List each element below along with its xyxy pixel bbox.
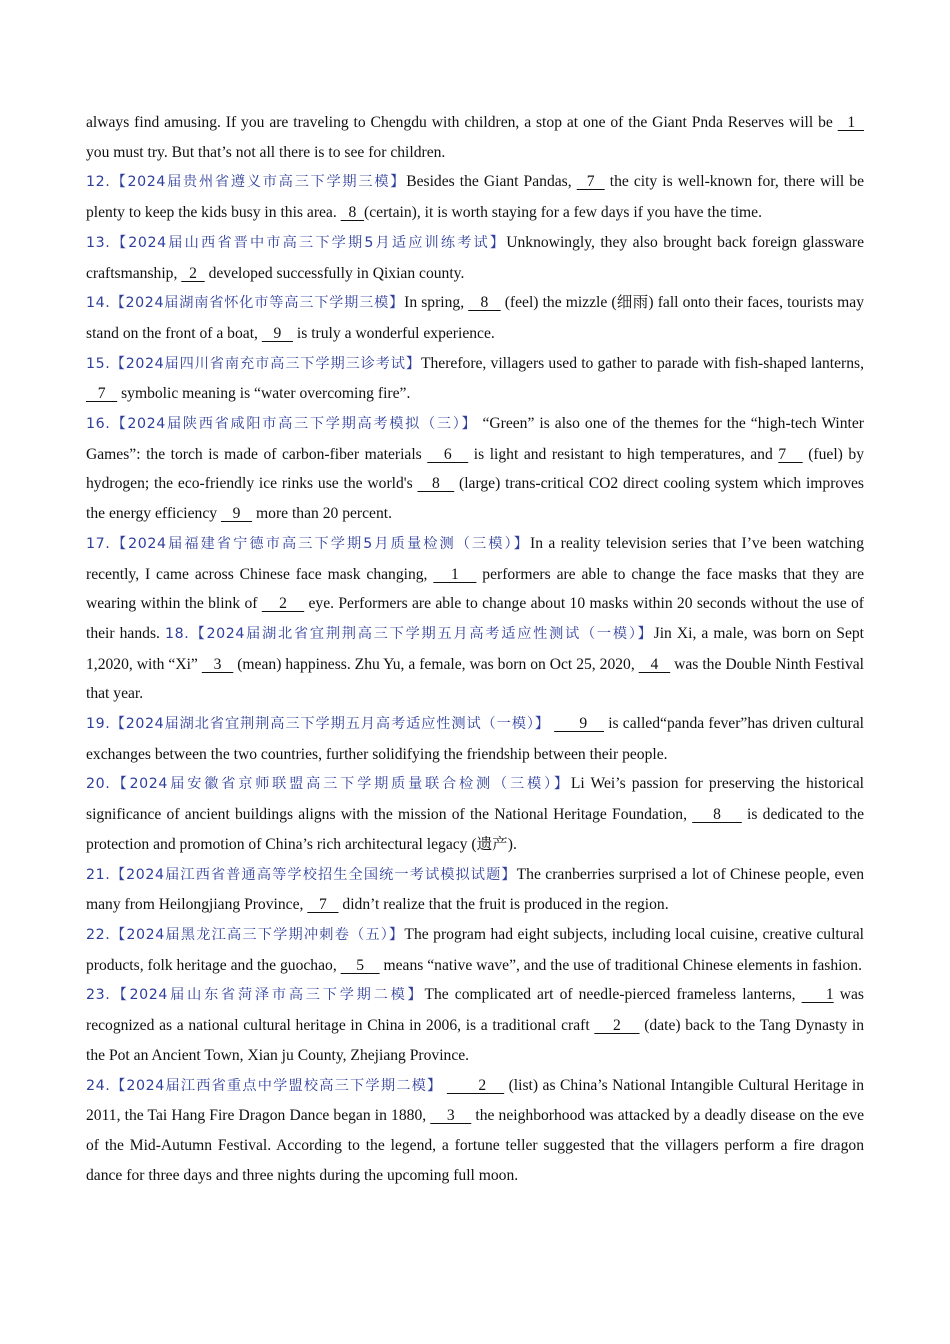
source-label: 14.【2024届湖南省怀化市等高三下学期三模】 bbox=[86, 295, 405, 312]
passage-text: (certain), it is worth staying for a few days if you have the time. bbox=[364, 204, 762, 222]
answer-blank: 8 bbox=[417, 475, 455, 493]
answer-blank: 6 bbox=[427, 445, 469, 463]
passage-text: the city is well-known for, there will be plenty to keep the kids busy in this area. bbox=[86, 173, 865, 222]
passage-text: performers are able to change the face masks that they are wearing within the blink of bbox=[86, 565, 865, 613]
passage-text: is truly a wonderful experience. bbox=[293, 324, 495, 342]
answer-blank: 9 bbox=[261, 324, 294, 342]
passage-text: Therefore, villagers used to gather to parade with fish-shaped lanterns, bbox=[420, 354, 864, 372]
answer-blank: 9 bbox=[554, 715, 604, 733]
passage-text: is called“panda fever”has driven cultural exchanges between the two countries, further solidifying the friendship between their people. bbox=[86, 715, 864, 763]
answer-blank: 7 bbox=[86, 385, 118, 403]
answer-blank: 8 bbox=[340, 204, 365, 222]
passage-text: you must try. But that’s not all there is to see for children. bbox=[86, 143, 446, 161]
answer-blank: 3 bbox=[430, 1107, 472, 1125]
answer-blank: 1 bbox=[837, 114, 864, 131]
question-paragraph bbox=[86, 409, 864, 529]
answer-blank: 7 bbox=[778, 445, 803, 463]
passage-text: eye. Performers are able to change about 10 masks within 20 seconds without the use of their hands. bbox=[86, 595, 864, 642]
answer-blank: 2 bbox=[446, 1076, 505, 1094]
passage-text: In spring, bbox=[404, 294, 469, 312]
source-label: 23.【2024届山东省菏泽市高三下学期二模】 bbox=[86, 987, 425, 1004]
passage-text: The complicated art of needle-pierced frameless lanterns, bbox=[424, 986, 802, 1004]
passage-text: “Green” is also one of the themes for the “high-tech Winter Games”: the torch is made of carbon-fiber materials bbox=[86, 415, 864, 463]
question-paragraph bbox=[86, 980, 864, 1070]
document-page bbox=[86, 108, 864, 1190]
passage-text: Li Wei’s passion for preserving the historical significance of ancient buildings aligns with the mission of the National Heritage Foundation, bbox=[86, 775, 864, 824]
question-paragraph bbox=[86, 769, 864, 859]
source-label: 18.【2024届湖北省宜荆荆高三下学期五月高考适应性测试（一模）】 bbox=[164, 625, 654, 642]
answer-blank: 2 bbox=[261, 595, 305, 613]
question-paragraph bbox=[86, 529, 864, 709]
passage-text: didn’t realize that the fruit is produced in the region. bbox=[338, 896, 669, 914]
source-label: 15.【2024届四川省南充市高三下学期三诊考试】 bbox=[86, 355, 421, 372]
passage-text: Unknowingly, they also brought back foreign glassware craftsmanship, bbox=[86, 233, 864, 282]
answer-blank: 2 bbox=[181, 264, 205, 282]
passage-text: developed successfully in Qixian county. bbox=[204, 264, 465, 282]
question-paragraph bbox=[86, 228, 864, 288]
passage-text: the neighborhood was attacked by a deadly disease on the eve of the Mid-Autumn Festival. According to the legend, a fortune teller suggested that the villagers perform a fire dragon dance for three days and three nights during the upcoming full moon. bbox=[86, 1107, 865, 1184]
answer-blank: 1 bbox=[801, 986, 834, 1004]
passage-text: The program had eight subjects, including local cuisine, creative cultural products, folk heritage and the guochao, bbox=[86, 925, 864, 974]
answer-blank: 8 bbox=[468, 294, 501, 312]
source-label: 16.【2024届陕西省咸阳市高三下学期高考模拟（三）】 bbox=[86, 416, 478, 433]
question-list bbox=[86, 108, 864, 1190]
passage-text: Besides the Giant Pandas, bbox=[406, 173, 577, 191]
question-paragraph bbox=[86, 288, 864, 348]
question-paragraph bbox=[86, 1071, 864, 1191]
passage-text: Jin Xi, a male, was born on Sept 1,2020, with “Xi” bbox=[86, 624, 864, 673]
question-paragraph bbox=[86, 709, 864, 769]
question-paragraph bbox=[86, 860, 864, 920]
answer-blank: 9 bbox=[220, 505, 253, 523]
source-label: 17.【2024届福建省宁德市高三下学期5月质量检测（三模）】 bbox=[86, 535, 530, 552]
passage-text: In a reality television series that I’ve been watching recently, I came across Chinese face mask changing, bbox=[86, 534, 864, 583]
question-paragraph bbox=[86, 167, 864, 227]
answer-blank: 4 bbox=[638, 655, 671, 673]
source-label: 22.【2024届黑龙江高三下学期冲刺卷（五）】 bbox=[86, 926, 405, 943]
passage-text: (list) as China’s National Intangible Cultural Heritage in 2011, the Tai Hang Fire Dragon Dance began in 1880, bbox=[86, 1076, 864, 1125]
passage-text: was the Double Ninth Festival that year. bbox=[86, 655, 865, 703]
answer-blank: 1 bbox=[433, 565, 477, 583]
passage-text: (date) back to the Tang Dynasty in the Pot an Ancient Town, Xian ju County, Zhejiang Province. bbox=[86, 1017, 864, 1064]
passage-text: (large) trans-critical CO2 direct cooling system which improves the energy efficiency bbox=[86, 475, 865, 523]
source-label: 24.【2024届江西省重点中学盟校高三下学期二模】 bbox=[86, 1077, 443, 1094]
source-label: 20.【2024届安徽省京师联盟高三下学期质量联合检测（三模）】 bbox=[86, 776, 571, 793]
source-label: 13.【2024届山西省晋中市高三下学期5月适应训练考试】 bbox=[86, 234, 507, 251]
question-paragraph bbox=[86, 920, 864, 980]
passage-text: symbolic meaning is “water overcoming fire”. bbox=[117, 385, 411, 403]
answer-blank: 2 bbox=[594, 1017, 640, 1035]
answer-blank: 8 bbox=[692, 806, 742, 824]
passage-text: The cranberries surprised a lot of Chinese people, even many from Heilongjiang Province, bbox=[86, 865, 864, 914]
passage-text: always find amusing. If you are traveling to Chengdu with children, a stop at one of the Giant Pnda Reserves will be bbox=[86, 114, 838, 131]
passage-text: (feel) the mizzle (细雨) fall onto their faces, tourists may stand on the front of a boat, bbox=[86, 294, 864, 342]
passage-text: means “native wave”, and the use of traditional Chinese elements in fashion. bbox=[379, 956, 862, 974]
passage-text: is light and resistant to high temperatures, and bbox=[468, 445, 779, 463]
passage-text: (mean) happiness. Zhu Yu, a female, was born on Oct 25, 2020, bbox=[233, 655, 639, 673]
question-paragraph bbox=[86, 108, 864, 167]
passage-text: more than 20 percent. bbox=[252, 505, 392, 523]
answer-blank: 3 bbox=[201, 655, 234, 673]
passage-text: was recognized as a national cultural heritage in China in 2006, is a traditional craft bbox=[86, 986, 864, 1035]
source-label: 12.【2024届贵州省遵义市高三下学期三模】 bbox=[86, 174, 407, 191]
question-paragraph bbox=[86, 349, 864, 409]
answer-blank: 7 bbox=[307, 896, 339, 914]
answer-blank: 5 bbox=[340, 956, 380, 974]
source-label: 19.【2024届湖北省宜荆荆高三下学期五月高考适应性测试（一模）】 bbox=[86, 716, 550, 733]
source-label: 21.【2024届江西省普通高等学校招生全国统一考试模拟试题】 bbox=[86, 866, 517, 883]
passage-text: (fuel) by hydrogen; the eco-friendly ice rinks use the world's bbox=[86, 445, 864, 493]
answer-blank: 7 bbox=[576, 173, 605, 191]
passage-text: is dedicated to the protection and promotion of China’s rich architectural legacy (遗产). bbox=[86, 806, 865, 853]
